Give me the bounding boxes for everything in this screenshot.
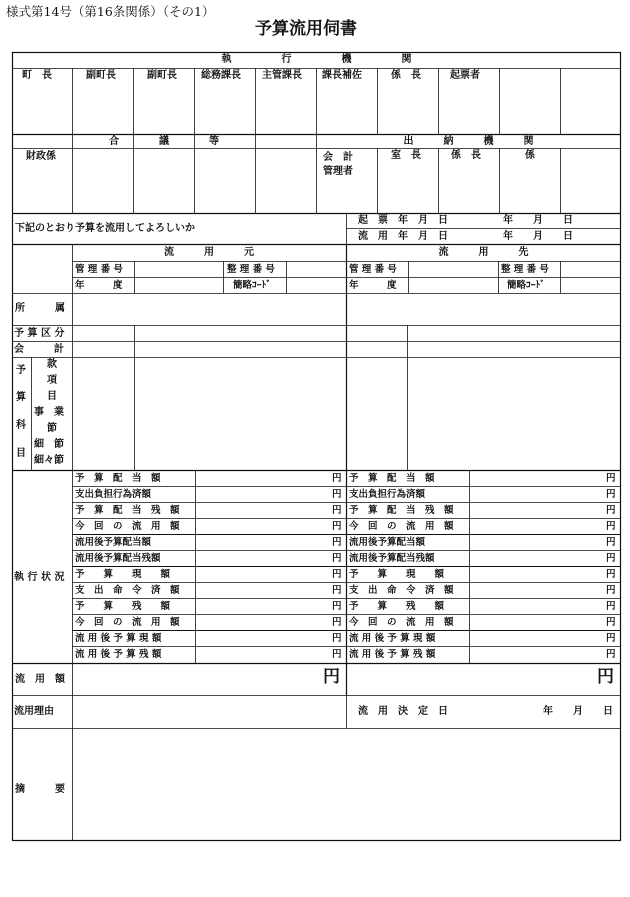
dst-yen-9: 円 — [606, 601, 616, 612]
approver-section-chief: 主管課長 — [262, 70, 302, 81]
dst-status-5: 流用後予算配当額 — [349, 537, 426, 548]
src-status-4: 今 回 の 流 用 額 — [75, 521, 180, 532]
src-yen-7: 円 — [332, 569, 342, 580]
approver-deputy-mayor-1: 副町長 — [86, 70, 116, 81]
subject-setsu: 節 — [47, 423, 57, 434]
dst-yen-11: 円 — [606, 633, 616, 644]
subject-char-3: 科 — [16, 420, 26, 431]
dst-yen-8: 円 — [606, 585, 616, 596]
dst-status-2: 支出負担行為済額 — [349, 489, 426, 500]
budget-class-label: 予 算 区 分 — [14, 328, 65, 339]
dst-status-7: 予 算 現 額 — [349, 569, 445, 580]
dst-adj-no-label: 整 理 番 号 — [501, 264, 549, 275]
dst-amount-yen: 円 — [597, 667, 614, 687]
src-yen-5: 円 — [332, 537, 342, 548]
execution-status-label: 執 行 状 況 — [14, 572, 65, 583]
src-yen-1: 円 — [332, 473, 342, 484]
dst-yen-3: 円 — [606, 505, 616, 516]
subject-saisetsu: 細 節 — [34, 439, 64, 450]
dst-status-8: 支 出 命 令 済 額 — [349, 585, 454, 596]
src-status-12: 流 用 後 予 算 残 額 — [75, 649, 162, 660]
dst-yen-10: 円 — [606, 617, 616, 628]
decision-date-label: 流 用 決 定 日 — [358, 706, 448, 717]
council-finance-unit: 財政係 — [26, 151, 56, 162]
src-adj-no-label: 整 理 番 号 — [227, 264, 275, 275]
draft-date-label: 起 票 年 月 日 — [358, 215, 448, 226]
src-mgmt-no-label: 管 理 番 号 — [75, 264, 123, 275]
form-number: 様式第14号（第16条関係）（その1） — [6, 4, 215, 19]
dst-yen-1: 円 — [606, 473, 616, 484]
src-status-1: 予 算 配 当 額 — [75, 473, 161, 484]
src-yen-6: 円 — [332, 553, 342, 564]
dst-yen-12: 円 — [606, 649, 616, 660]
transfer-date-ymd: 年 月 日 — [503, 231, 573, 242]
transfer-amount-label: 流 用 額 — [15, 674, 65, 685]
approver-general-affairs-chief: 総務課長 — [201, 70, 241, 81]
subject-char-2: 算 — [16, 392, 26, 403]
src-status-7: 予 算 現 額 — [75, 569, 171, 580]
dst-status-4: 今 回 の 流 用 額 — [349, 521, 454, 532]
treasury-unit-chief: 係 長 — [451, 150, 481, 161]
approver-drafter: 起票者 — [450, 70, 480, 81]
dst-mgmt-no-label: 管 理 番 号 — [349, 264, 397, 275]
dst-status-6: 流用後予算配当残額 — [349, 553, 435, 564]
dst-yen-5: 円 — [606, 537, 616, 548]
src-status-11: 流 用 後 予 算 現 額 — [75, 633, 162, 644]
subject-saisaisetsu: 細々節 — [34, 455, 64, 466]
src-yen-12: 円 — [332, 649, 342, 660]
dst-status-11: 流 用 後 予 算 現 額 — [349, 633, 436, 644]
account-label: 会 計 — [14, 344, 64, 355]
draft-date-ymd: 年 月 日 — [503, 215, 573, 226]
dst-yen-2: 円 — [606, 489, 616, 500]
src-year-label: 年 度 — [75, 280, 123, 291]
decision-date-ymd: 年 月 日 — [543, 706, 613, 717]
dst-short-code-label: 簡略ｺｰﾄﾞ — [507, 280, 546, 291]
src-status-10: 今 回 の 流 用 額 — [75, 617, 180, 628]
src-status-2: 支出負担行為済額 — [75, 489, 152, 500]
src-short-code-label: 簡略ｺｰﾄﾞ — [233, 280, 272, 291]
src-status-6: 流用後予算配当残額 — [75, 553, 161, 564]
affiliation-label: 所 属 — [15, 303, 65, 314]
src-status-8: 支 出 命 令 済 額 — [75, 585, 180, 596]
subject-moku: 目 — [47, 391, 57, 402]
section-treasury: 出 納 機 関 — [403, 136, 534, 147]
treasury-office-chief: 室 長 — [391, 150, 421, 161]
src-status-5: 流用後予算配当額 — [75, 537, 152, 548]
dest-header: 流 用 先 — [438, 247, 529, 258]
section-council: 合 議 等 — [109, 136, 219, 147]
dst-yen-7: 円 — [606, 569, 616, 580]
subject-kan: 款 — [47, 359, 57, 370]
subject-kou: 項 — [47, 375, 57, 386]
src-yen-2: 円 — [332, 489, 342, 500]
approver-mayor: 町 長 — [22, 70, 52, 81]
transfer-date-label: 流 用 年 月 日 — [358, 231, 448, 242]
dst-status-10: 今 回 の 流 用 額 — [349, 617, 454, 628]
section-execution: 執 行 機 関 — [221, 54, 412, 65]
dst-status-1: 予 算 配 当 額 — [349, 473, 435, 484]
source-header: 流 用 元 — [164, 247, 254, 258]
src-yen-3: 円 — [332, 505, 342, 516]
dst-status-3: 予 算 配 当 残 額 — [349, 505, 454, 516]
dst-yen-6: 円 — [606, 553, 616, 564]
dst-yen-4: 円 — [606, 521, 616, 532]
request-text: 下記のとおり予算を流用してよろしいか — [15, 223, 195, 234]
dst-status-12: 流 用 後 予 算 残 額 — [349, 649, 436, 660]
subject-jigyo: 事 業 — [34, 407, 64, 418]
subject-char-4: 目 — [16, 448, 26, 459]
transfer-reason-label: 流用理由 — [14, 706, 54, 717]
remarks-label: 摘 要 — [15, 784, 65, 795]
src-yen-4: 円 — [332, 521, 342, 532]
page-title: 予算流用伺書 — [255, 19, 357, 39]
treasury-staff: 係 — [525, 150, 535, 161]
subject-char-1: 予 — [16, 365, 26, 376]
src-yen-11: 円 — [332, 633, 342, 644]
approver-unit-chief: 係 長 — [391, 70, 421, 81]
src-status-9: 予 算 残 額 — [75, 601, 171, 612]
src-amount-yen: 円 — [323, 667, 340, 687]
dst-year-label: 年 度 — [349, 280, 397, 291]
treasury-accounting-manager: 会 計 管理者 — [323, 152, 353, 177]
approver-assistant-chief: 課長補佐 — [322, 70, 362, 81]
src-yen-10: 円 — [332, 617, 342, 628]
dst-status-9: 予 算 残 額 — [349, 601, 445, 612]
src-yen-8: 円 — [332, 585, 342, 596]
src-status-3: 予 算 配 当 残 額 — [75, 505, 180, 516]
src-yen-9: 円 — [332, 601, 342, 612]
approver-deputy-mayor-2: 副町長 — [147, 70, 177, 81]
